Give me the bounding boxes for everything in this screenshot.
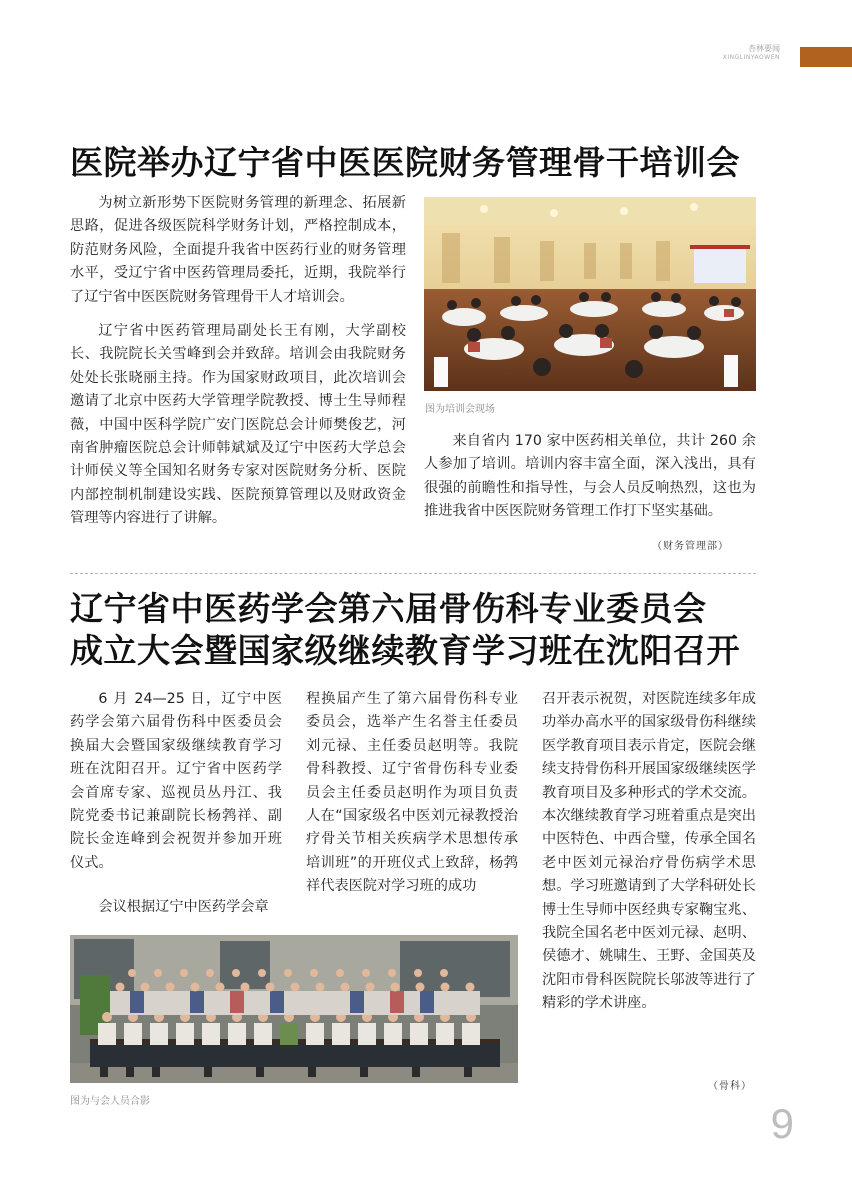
section-accent-bar [800,47,852,67]
section-tag [723,44,780,62]
article1-signature: （财务管理部） [652,541,729,552]
article2-col2-paragraph: 程换届产生了第六届骨伤科专业委员会，选举产生名誉主任委员刘元禄、主任委员赵明等。我院骨科教授、辽宁省骨伤科专业委员会主任委员赵明作为项目负责人在“国家级名中医刘元禄教授治疗骨关节相关疾病学术思想传承培训班”的开班仪式上致辞，杨鹁祥代表医院对学习班的成功 [306,691,518,895]
article2-col1-paragraph-2: 会议根据辽宁中医药学会章 [98,899,269,915]
article2-col1-paragraph-1: 6 月 24—25 日，辽宁中医药学会第六届骨伤科中医委员会换届大会暨国家级继续教育学习班在沈阳召开。辽宁省中医药学会首席专家、巡视员丛丹江、我院党委书记兼副院长杨鹁祥、副院长金连峰到会祝贺并参加开班仪式。 [70,691,282,871]
article2-title-line-2: 成立大会暨国家级继续教育学习班在沈阳召开 [70,631,740,670]
article2-signature: （骨科） [708,1081,752,1092]
article2-title-line-1: 辽宁省中医药学会第六届骨伤科专业委员会 [70,589,707,628]
article2-photo-caption: 图为与会人员合影 [70,1096,150,1107]
training-venue-photo [424,197,756,391]
article1-title: 医院举办辽宁省中医医院财务管理骨干培训会 [70,143,740,182]
page-number: 9 [770,1100,794,1147]
section-tag-en: XINGLINYAOWEN [722,54,780,61]
article2-title [70,588,740,672]
article1-paragraph-3: 来自省内 170 家中医药相关单位，共计 260 余人参加了培训。培训内容丰富全面，深入浅出，具有很强的前瞻性和指导性，与会人员反响热烈，这也为推进我省中医医院财务管理工作打下坚实基础。 [424,433,756,520]
article1-photo-caption: 图为培训会现场 [425,404,495,415]
section-divider [70,573,756,574]
group-photo [70,935,518,1083]
section-tag-cn: 杏林要闻 [748,44,780,53]
article1-paragraph-1: 为树立新形势下医院财务管理的新理念、拓展新思路，促进各级医院科学财务计划，严格控制成本，防范财务风险，全面提升我省中医药行业的财务管理水平，受辽宁省中医药管理局委托，近期，我院举行了辽宁省中医医院财务管理骨干人才培训会。 [70,195,406,305]
article2-col3-paragraph: 召开表示祝贺，对医院连续多年成功举办高水平的国家级骨伤科继续医学教育项目表示肯定，医院会继续支持骨伤科开展国家级继续医学教育项目及多种形式的学术交流。本次继续教育学习班着重点是突出中医特色、中西合璧，传承全国名老中医刘元禄治疗骨伤病学术思想。学习班邀请到了大学科研处长博士生导师中医经典专家鞠宝兆、我院全国名老中医刘元禄、赵明、侯德才、姚啸生、王野、金国英及沈阳市骨科医院院长邬波等进行了精彩的学术讲座。 [542,691,756,1012]
article1-paragraph-2: 辽宁省中医药管理局副处长王有刚，大学副校长、我院院长关雪峰到会并致辞。培训会由我院财务处处长张晓丽主持。作为国家财政项目，此次培训会邀请了北京中医药大学管理学院教授、博士生导师程薇，中国中医科学院广安门医院总会计师樊俊艺，河南省肿瘤医院总会计师韩斌斌及辽宁中医药大学总会计师侯义等全国知名财务专家对医院财务分析、医院内部控制机制建设实践、医院预算管理以及财政资金管理等内容进行了讲解。 [70,323,406,527]
